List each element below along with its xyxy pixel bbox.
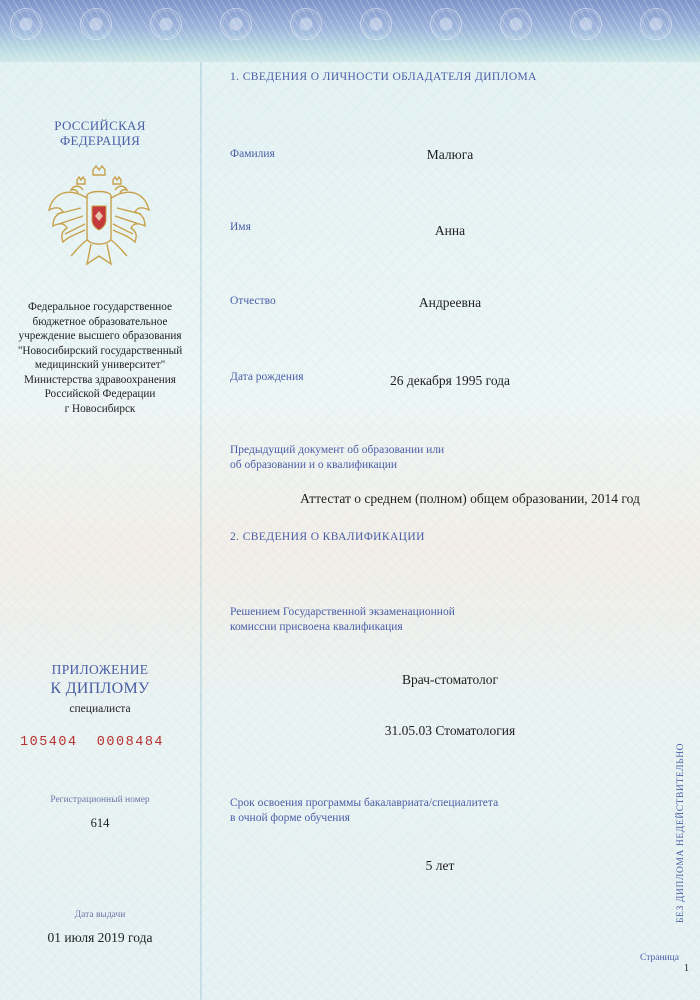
rosette-ornament — [80, 8, 112, 40]
qualification-decision-label-line: комиссии присвоена квалификация — [230, 621, 403, 633]
institution-line: бюджетное образовательное — [32, 315, 168, 328]
country-name — [0, 118, 200, 148]
study-duration-label-line: в очной форме обучения — [230, 812, 350, 824]
institution-name — [0, 300, 200, 416]
qualification-value: Врач-стоматолог — [401, 672, 499, 687]
page-label: Страница — [640, 953, 679, 963]
institution-line: Федеральное государственное — [28, 301, 172, 313]
appendix-kind: специалиста — [69, 703, 131, 715]
institution-line: Министерства здравоохранения — [24, 373, 176, 386]
qualification-decision-label-line: Решением Государственной экзаменационной — [230, 606, 455, 618]
country-line: РОССИЙСКАЯ — [54, 118, 146, 133]
institution-line: медицинский университет" — [34, 359, 166, 371]
surname-label: Фамилия — [230, 148, 275, 160]
qualification-decision-label — [230, 605, 455, 635]
previous-document-label-line: Предыдущий документ об образовании или — [230, 444, 445, 456]
study-duration-label-line: Срок освоения программы бакалавриата/специалитета — [230, 797, 499, 809]
country-line: ФЕДЕРАЦИЯ — [59, 133, 141, 148]
previous-document-value: Аттестат о среднем (полном) общем образовании, 2014 год — [300, 491, 640, 506]
registration-number: 614 — [90, 816, 110, 830]
section-personal-title: 1. СВЕДЕНИЯ О ЛИЧНОСТИ ОБЛАДАТЕЛЯ ДИПЛОМА — [230, 71, 537, 83]
issue-date: 01 июля 2019 года — [47, 930, 153, 945]
issue-date-label: Дата выдачи — [74, 910, 126, 920]
previous-document-label-line: об образовании и о квалификации — [230, 459, 398, 471]
institution-line: г Новосибирск — [64, 402, 136, 415]
appendix-title: ПРИЛОЖЕНИЕ — [51, 662, 149, 677]
page-number: 1 — [684, 963, 689, 974]
appendix-subtitle: К ДИПЛОМУ — [50, 680, 150, 697]
serial-number: 105404 0008484 — [20, 735, 165, 750]
rosette-ornament — [10, 8, 42, 40]
coat-of-arms-double-headed-eagle-icon — [47, 164, 151, 274]
rosette-ornament — [150, 8, 182, 40]
registration-label: Регистрационный номер — [50, 795, 150, 805]
study-duration-label — [230, 796, 498, 826]
first-name-label: Имя — [230, 221, 251, 233]
patronymic-value: Андреевна — [418, 295, 482, 310]
institution-line: учреждение высшего образования — [18, 330, 182, 342]
patronymic-label: Отчество — [230, 295, 276, 307]
institution-line: Российской Федерации — [44, 388, 156, 400]
section-qualification-title: 2. СВЕДЕНИЯ О КВАЛИФИКАЦИИ — [230, 531, 425, 543]
validity-note: БЕЗ ДИПЛОМА НЕДЕЙСТВИТЕЛЬНО — [676, 742, 686, 924]
first-name-value: Анна — [434, 223, 466, 238]
diploma-details — [200, 0, 700, 1000]
specialty-value: 31.05.03 Стоматология — [384, 723, 516, 738]
study-duration-value: 5 лет — [425, 858, 455, 873]
institution-line: "Новосибирский государственный — [17, 344, 183, 357]
surname-value: Малюга — [426, 147, 474, 162]
issuer-sidebar — [0, 62, 200, 1000]
birth-date-label: Дата рождения — [230, 371, 304, 383]
birth-date-value: 26 декабря 1995 года — [389, 373, 511, 388]
previous-document-label — [230, 443, 444, 473]
